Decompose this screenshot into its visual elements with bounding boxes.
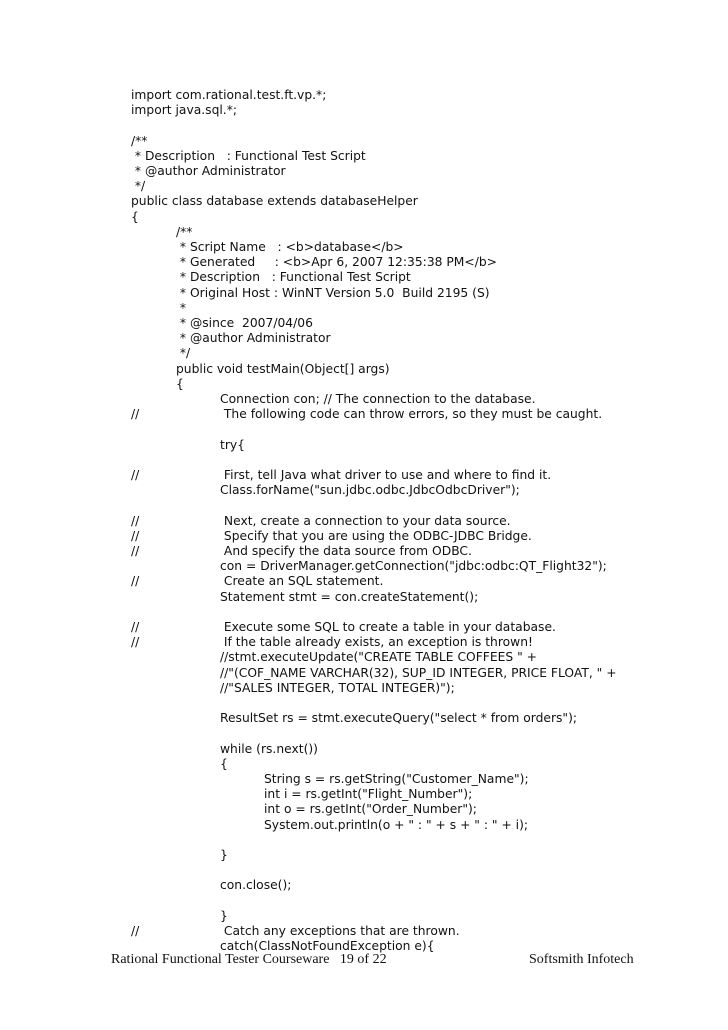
code-line: */ (176, 346, 191, 361)
code-line: System.out.println(o + " : " + s + " : " + i); (264, 817, 529, 832)
code-line: Specify that you are using the ODBC-JDBC Bridge. (220, 528, 532, 543)
code-line: int o = rs.getInt("Order_Number"); (264, 802, 477, 817)
code-line: If the table already exists, an exception is thrown! (220, 635, 533, 650)
code-comment-marker: // (131, 407, 140, 422)
code-line: * @author Administrator (131, 164, 286, 178)
code-line: * @author Administrator (176, 331, 331, 346)
code-line: * (176, 300, 187, 315)
code-line: while (rs.next()) (220, 741, 318, 756)
code-line: int i = rs.getInt("Flight_Number"); (264, 787, 473, 802)
code-line: { (131, 209, 139, 224)
footer-company: Softsmith Infotech (529, 952, 634, 967)
code-line: Next, create a connection to your data source. (220, 513, 511, 528)
code-line: } (220, 848, 228, 862)
code-line: * Description : Functional Test Script (176, 270, 411, 285)
code-line: Statement stmt = con.createStatement(); (220, 589, 479, 604)
code-line: Execute some SQL to create a table in your database. (220, 620, 556, 634)
code-line: */ (131, 179, 146, 194)
code-line: * Description : Functional Test Script (131, 148, 366, 163)
code-line: Catch any exceptions that are thrown. (220, 924, 460, 938)
code-comment-marker: // (131, 924, 140, 938)
code-line: } (220, 908, 228, 923)
footer-course-page: Rational Functional Tester Courseware 19 of 22 (111, 952, 387, 967)
code-comment-marker: // (131, 635, 140, 650)
code-comment-marker: // (131, 528, 140, 543)
code-line: And specify the data source from ODBC. (220, 544, 472, 558)
code-line: import java.sql.*; (131, 103, 238, 118)
code-line: First, tell Java what driver to use and where to find it. (220, 468, 552, 482)
code-line: //"(COF_NAME VARCHAR(32), SUP_ID INTEGER, PRICE FLOAT, " + (220, 665, 617, 680)
code-line: * @since 2007/04/06 (176, 316, 313, 330)
code-comment-marker: // (131, 620, 140, 634)
code-line: The following code can throw errors, so they must be caught. (220, 407, 603, 422)
code-line: /** (176, 224, 193, 239)
code-line: * Original Host : WinNT Version 5.0 Build 2195 (S) (176, 285, 490, 300)
code-comment-marker: // (131, 574, 140, 589)
code-line: Create an SQL statement. (220, 574, 384, 589)
code-line: con.close(); (220, 878, 292, 893)
code-line: /** (131, 133, 148, 148)
code-line: con = DriverManager.getConnection("jdbc:odbc:QT_Flight32"); (220, 559, 607, 574)
code-line: * Generated : <b>Apr 6, 2007 12:35:38 PM</b> (176, 255, 497, 270)
code-line: //"SALES INTEGER, TOTAL INTEGER)"); (220, 680, 455, 695)
code-line: public class database extends databaseHelper (131, 194, 418, 209)
code-line: catch(ClassNotFoundException e){ (220, 939, 435, 954)
code-line: Connection con; // The connection to the database. (220, 392, 536, 406)
code-line: import com.rational.test.ft.vp.*; (131, 88, 327, 102)
code-line: public void testMain(Object[] args) (176, 361, 390, 376)
code-line: try{ (220, 437, 245, 452)
code-line: { (176, 376, 184, 391)
code-line: //stmt.executeUpdate("CREATE TABLE COFFEES " + (220, 650, 537, 665)
code-comment-marker: // (131, 513, 140, 528)
code-line: Class.forName("sun.jdbc.odbc.JdbcOdbcDriver"); (220, 483, 520, 498)
code-line: ResultSet rs = stmt.executeQuery("select * from orders"); (220, 711, 578, 726)
code-line: { (220, 756, 228, 771)
code-comment-marker: // (131, 544, 140, 558)
code-line: String s = rs.getString("Customer_Name"); (264, 772, 529, 786)
code-comment-marker: // (131, 468, 140, 482)
code-line: * Script Name : <b>database</b> (176, 240, 404, 254)
